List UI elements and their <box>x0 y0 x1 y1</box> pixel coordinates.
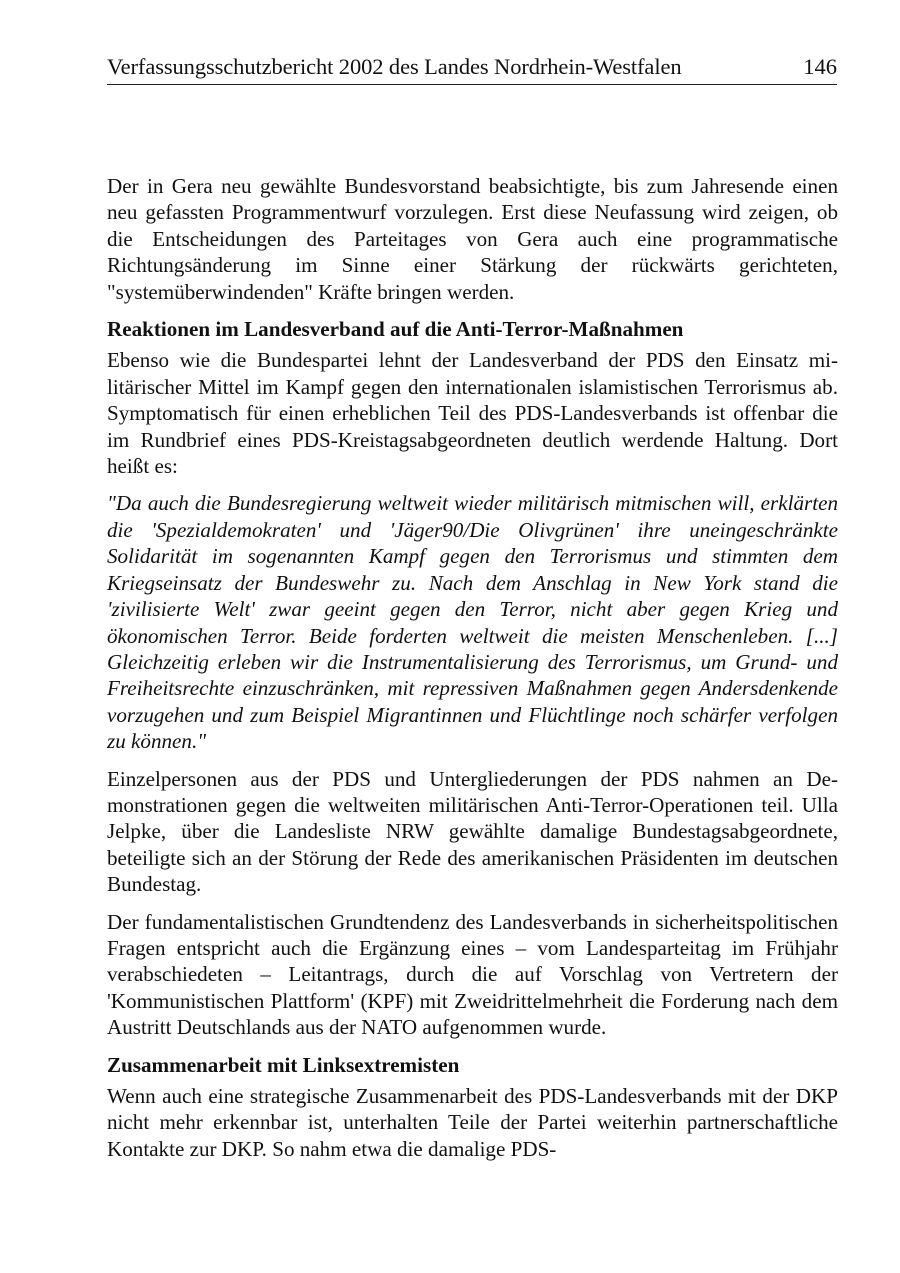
section-heading-anti-terror: Reaktionen im Landesverband auf die Anti-Terror-Maßnahmen <box>107 317 684 342</box>
paragraph-1: Der in Gera neu gewählte Bundesvorstand beabsichtigte, bis zum Jahresende einen neu gefassten Programmentwurf vorzulegen. Erst diese Neufassung wird zeigen, ob die Entscheidungen des Parteitages von Gera auch eine programmatische Richtungsänderung im Sinne einer Stärkung der rückwärts gerichteten, "systemüberwindenden" Kräfte bringen werden. <box>107 174 838 304</box>
paragraph-5: Wenn auch eine strategische Zusammenarbeit des PDS-Landesverbands mit der DKP nicht mehr erkennbar ist, unterhalten Teile der Partei weiterhin partnerschaftliche Kontakte zur DKP. So nahm etwa die damalige PDS- <box>107 1084 838 1161</box>
paragraph-3: Einzelpersonen aus der PDS und Untergliederungen der PDS nahmen an Demonstrationen gegen die weltweiten militärischen Anti-Terror-Operationen teil. Ulla Jelpke, über die Landesliste NRW gewählte damalige Bundestagsabgeordnete, beteiligte sich an der Störung der Rede des amerikanischen Präsidenten im deutschen Bundestag. <box>107 766 838 897</box>
page-number: 146 <box>803 54 837 79</box>
paragraph-4: Der fundamentalistischen Grundtendenz des Landesverbands in sicherheitspolitischen Fragen entspricht auch die Ergänzung eines – vom Landesparteitag im Frühjahr verabschiedeten – Leitantrags, durch die auf Vorschlag von Vertretern der 'Kommunistischen Plattform' (KPF) mit Zweidrittelmehrheit die Forderung nach dem Austritt Deutschlands aus der NATO aufgenommen wurde. <box>107 909 838 1040</box>
page-body <box>107 173 838 1173</box>
page-header <box>107 50 837 85</box>
header-title: Verfassungsschutzbericht 2002 des Landes Nordrhein-Westfalen <box>107 54 682 79</box>
paragraph-2: Ebenso wie die Bundespartei lehnt der Landesverband der PDS den Einsatz militärischer Mittel im Kampf gegen den internationalen islamistischen Terrorismus ab. Symptomatisch für einen erheblichen Teil des PDS-Landesverbands ist offenbar die im Rundbrief eines PDS-Kreistagsabgeordneten deutlich werdende Haltung. Dort heißt es: <box>107 348 838 479</box>
block-quote: "Da auch die Bundesregierung weltweit wieder militärisch mitmischen will, erklärten die 'Spezialdemokraten' und 'Jäger90/Die Olivgrünen' ihre uneingeschränkte Solidarität im sogenannten Kampf gegen den Terrorismus und stimmten dem Kriegseinsatz der Bundeswehr zu. Nach dem Anschlag in New York stand die 'zivilisierte Welt' zwar geeint gegen den Terror, nicht aber gegen Krieg und ökonomischen Terror. Beide forderten weltweit die meisten Menschenleben. [...] Gleichzeitig erleben wir die Instrumentalisierung des Terrorismus, um Grund- und Freiheitsrechte einzuschränken, mit repressiven Maßnahmen gegen Andersdenkende vorzugehen und zum Beispiel Migrantinnen und Flüchtlinge noch schärfer verfolgen zu können." <box>107 491 838 754</box>
section-heading-linksextremisten: Zusammenarbeit mit Linksextremisten <box>107 1052 460 1077</box>
